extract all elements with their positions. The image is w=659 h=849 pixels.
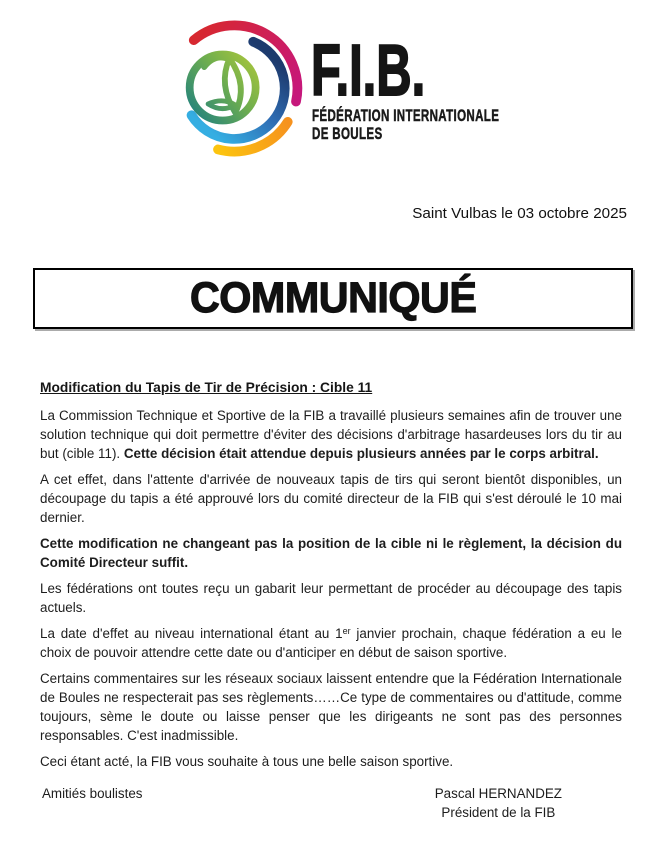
paragraph-text: Les fédérations ont toutes reçu un gabarit leur permettant de procéder au découpage des tapis actuels. [40, 581, 622, 615]
communique-banner [33, 268, 633, 329]
paragraph [40, 579, 622, 617]
paragraph [40, 406, 622, 463]
paragraph-bold-text: Cette décision était attendue depuis plusieurs années par le corps arbitral. [123, 446, 599, 461]
paragraph-text: La date d'effet au niveau international étant au 1 [40, 626, 343, 641]
paragraph-text: Certains commentaires sur les réseaux sociaux laissent entendre que la Fédération Internationale de Boules ne respecterait pas ses règlements……Ce type de commentaires ou d'attitude, comme toujours, sème le doute ou laisse penser que les dirigeants ne sont pas des personnes responsables. C'est inadmissible. [40, 671, 622, 743]
logo-org-name [312, 107, 499, 143]
logo-org-name-line1: FÉDÉRATION INTERNATIONALE [312, 106, 500, 125]
paragraph [40, 669, 622, 745]
body-paragraphs [40, 406, 622, 771]
paragraph [40, 470, 622, 527]
communique-title: COMMUNIQUÉ [189, 274, 477, 322]
paragraph-text: janvier prochain, chaque fédération a eu le choix de pouvoir attendre cette date ou d'anticiper en début de saison sportive. [40, 626, 622, 660]
signature-title: Président de la FIB [441, 805, 556, 820]
body-heading: Modification du Tapis de Tir de Précision : Cible 11 [40, 380, 373, 395]
logo-arcs [190, 25, 298, 151]
paragraph-text: er [342, 626, 351, 636]
paragraph [40, 752, 622, 771]
logo-acronym: F.I.B. [311, 31, 426, 111]
boule-band [208, 101, 235, 109]
paragraph [40, 624, 622, 662]
dateline: Saint Vulbas le 03 octobre 2025 [412, 205, 627, 222]
letter-body [40, 378, 622, 778]
paragraph-bold-text: Cette modification ne changeant pas la position de la cible ni le règlement, la décision du Comité Directeur suffit. [40, 536, 622, 570]
fib-logo-icon [176, 6, 312, 169]
paragraph-text: A cet effet, dans l'attente d'arrivée de nouveaux tapis de tirs qui seront bientôt disponibles, un découpage du tapis a été approuvé lors du comité directeur de la FIB qui s'est déroulé le 10 mai dernier. [40, 472, 622, 525]
paragraph-text: La Commission Technique et Sportive de la FIB a travaillé plusieurs semaines afin de trouver une solution technique qui doit permettre d'éviter des décisions d'arbitrage hasardeuses lors du tir au but (cible 11). [40, 408, 622, 461]
letterhead [0, 0, 659, 175]
paragraph-text: Ceci étant acté, la FIB vous souhaite à tous une belle saison sportive. [40, 754, 454, 769]
logo-org-name-line2: DE BOULES [312, 124, 383, 143]
letter-footer [42, 784, 562, 822]
paragraph [40, 534, 622, 572]
closing-text: Amitiés boulistes [42, 786, 143, 801]
signature-name: Pascal HERNANDEZ [434, 786, 562, 801]
signature-block [435, 784, 562, 822]
